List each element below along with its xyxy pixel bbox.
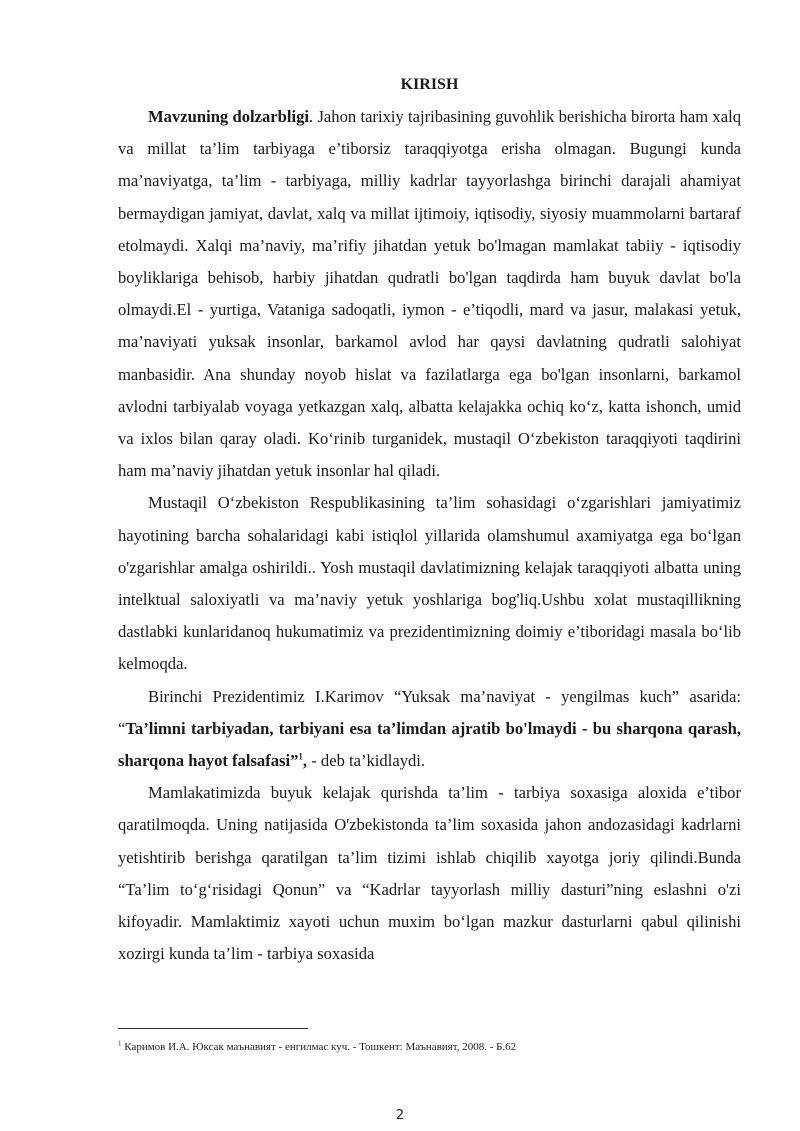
document-body <box>118 73 741 970</box>
footnote-divider <box>118 1028 308 1029</box>
page-number: 2 <box>395 1108 405 1123</box>
paragraph-relevance <box>118 101 741 487</box>
footnote-text: Каримов И.А. Юксак маънавият - енгилмас куч. - Тошкент: Маънавият, 2008. - Б.62 <box>121 1041 517 1053</box>
quote-intro: Birinchi Prezidentimiz I.Karimov “Yuksak ma’naviyat - yengilmas kuch” asarida: “ <box>118 686 741 738</box>
paragraph-text: . Jahon tarixiy tajribasining guvohlik berishicha birorta ham xalq va millat ta’lim tarbiyaga e’tiborsiz taraqqiyotga erisha olmagan. Bugungi kunda ma’naviyatga, ta’lim - tarbiyaga, milliy kadrlar tayyorlashga birinchi darajali ahamiyat bermaydigan jamiyat, davlat, xalq va millat ijtimoiy, iqtisodiy, siyosiy muammolarni bartaraf etolmaydi. Xalqi ma’naviy, ma’rifiy jihatdan yetuk bo'lmagan mamlakat tabiiy - iqtisodiy boyliklariga behisob, harbiy jihatdan qudratli bo'lgan taqdirda ham buyuk davlat bo'la olmaydi.El - yurtiga, Vataniga sadoqatli, iymon - e’tiqodli, mard va jasur, malakasi yetuk, ma’naviyati yuksak insonlar, barkamol avlod har qaysi davlatning qudratli salohiyat manbasidir. Ana shunday noyob hislat va fazilatlarga ega bo'lgan insonlarni, barkamol avlodni tarbiyalab voyaga yetkazgan xalq, albatta kelajakka ochiq ko‘z, katta ishonch, umid va ixlos bilan qaray oladi. Ko‘rinib turganidek, mustaqil O‘zbekiston taraqqiyoti taqdirini ham ma’naviy jihatdan yetuk insonlar hal qiladi. <box>118 107 741 481</box>
paragraph-reforms: Mustaqil O‘zbekiston Respublikasining ta’lim sohasidagi o‘zgarishlari jamiyatimiz hayotining barcha sohalaridagi kabi istiqlol yillarida olamshumul axamiyatga ega bo‘lgan o'zgarishlar amalga oshirildi.. Yosh mustaqil davlatimizning kelajak taraqqiyoti albatta uning intelktual saloxiyatli va ma’naviy yetuk yoshlariga bog'liq.Ushbu xolat mustaqillikning dastlabki kunlaridanoq hukumatimiz va prezidentimizning doimiy e’tiboridagi masala bo‘lib kelmoqda. <box>118 493 741 674</box>
paragraph-lead: Mavzuning dolzarbligi <box>148 107 310 126</box>
quote-outro: - deb ta’kidlaydi. <box>307 751 426 771</box>
paragraph-education-reform: Mamlakatimizda buyuk kelajak qurishda ta’lim - tarbiya soxasiga aloxida e’tibor qaratilmoqda. Uning natijasida O'zbekistonda ta’lim soxasida jahon andozasidagi kadrlarni yetishtirib berishga qaratilgan ta’lim tizimi ishlab chiqilib xayotga joriy qilindi.Bunda “Ta’lim to‘g‘risidagi Qonun” va “Kadrlar tayyorlash milliy dasturi”ning eslashni o'zi kifoyadir. Mamlaktimiz xayoti uchun muxim bo‘lgan mazkur dasturlarni qabul qilinishi xozirgi kunda ta’lim - tarbiya soxasida <box>118 783 741 964</box>
footnote-reference[interactable]: 1 <box>298 751 303 762</box>
quote-comma: , <box>302 751 308 771</box>
quote-text: Ta’limni tarbiyadan, tarbiyani esa ta’limdan ajratib bo'lmaydi - bu sharqona qarash, sharqona hayot falsafasi” <box>118 718 741 771</box>
footnote <box>118 1040 516 1054</box>
section-title: KIRISH <box>400 76 459 93</box>
paragraph-quote <box>118 681 741 778</box>
footnote-mark: 1 <box>118 1039 122 1048</box>
